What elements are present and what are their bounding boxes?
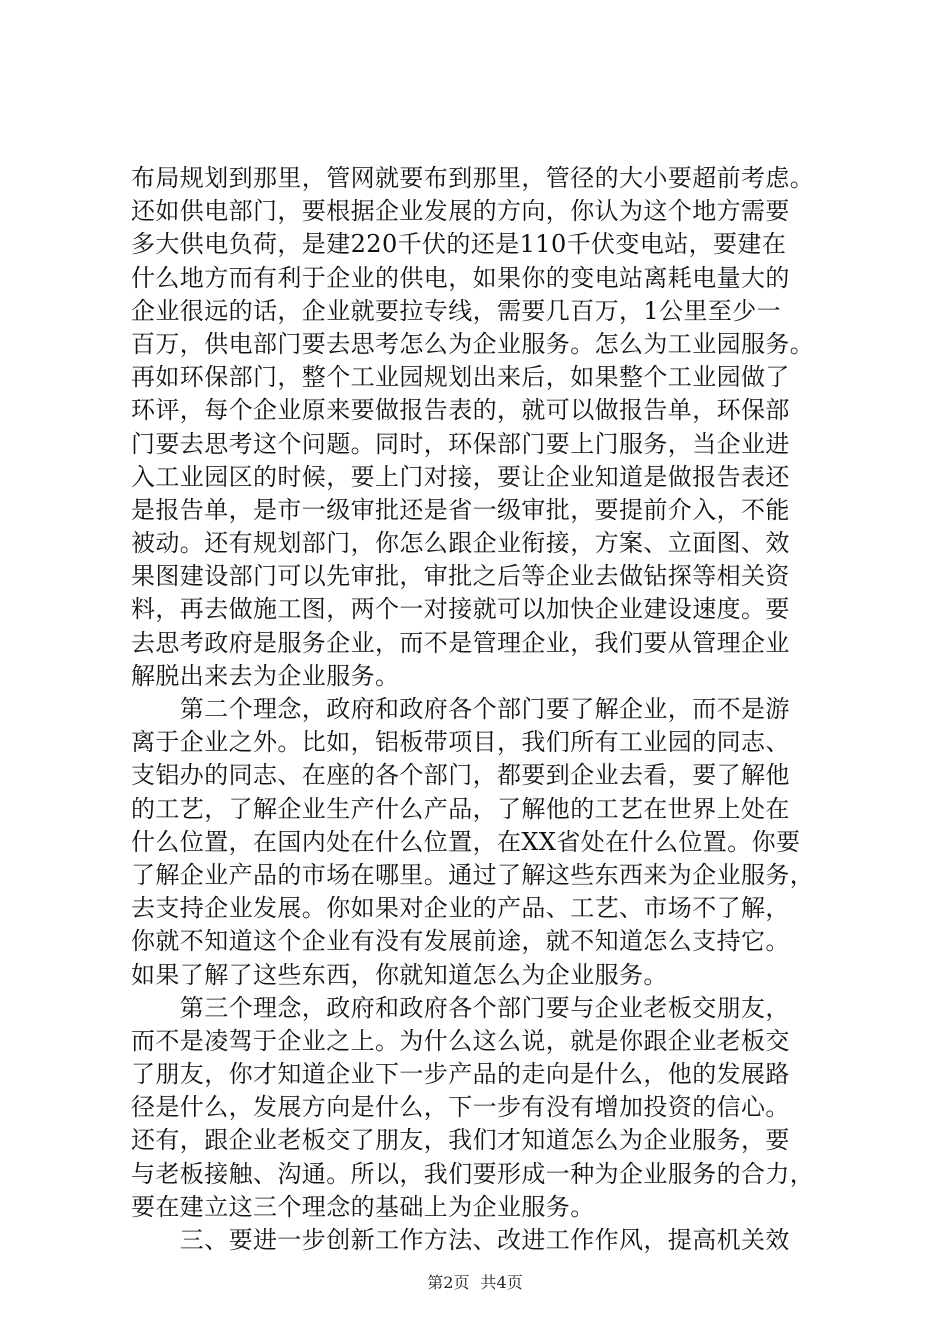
text-line: 如果了解了这些东西，你就知道怎么为企业服务。 (131, 960, 668, 989)
text-line: 还如供电部门，要根据企业发展的方向，你认为这个地方需要 (131, 197, 790, 226)
text-line: 了解企业产品的市场在哪里。通过了解这些东西来为企业服务， (131, 860, 815, 889)
text-line: 果图建设部门可以先审批，审批之后等企业去做钻探等相关资 (131, 562, 790, 591)
text-line: 径是什么，发展方向是什么，下一步有没有增加投资的信心。 (131, 1093, 790, 1122)
text-line: 支铝办的同志、在座的各个部门，都要到企业去看，要了解他 (131, 761, 790, 790)
text-line: 去思考政府是服务企业，而不是管理企业，我们要从管理企业 (131, 628, 790, 657)
text-line: 被动。还有规划部门，你怎么跟企业衔接，方案、立面图、效 (131, 529, 790, 558)
text-line: 了朋友，你才知道企业下一步产品的走向是什么，他的发展路 (131, 1060, 790, 1089)
text-line: 布局规划到那里，管网就要布到那里，管径的大小要超前考虑。 (131, 164, 815, 192)
page-number: 第2页 (427, 1273, 470, 1292)
text-line: 环评，每个企业原来要做报告表的，就可以做报告单，环保部 (131, 396, 790, 425)
text-line: 什么位置，在国内处在什么位置，在XX省处在什么位置。你要 (131, 827, 801, 856)
text-line: 料，再去做施工图，两个一对接就可以加快企业建设速度。要 (131, 595, 790, 624)
text-line: 第二个理念，政府和政府各个部门要了解企业，而不是游 (131, 695, 790, 723)
text-line: 再如环保部门，整个工业园规划出来后，如果整个工业园做了 (131, 363, 790, 392)
text-line: 多大供电负荷，是建220千伏的还是110千伏变电站，要建在 (131, 230, 787, 259)
text-line: 入工业园区的时候，要上门对接，要让企业知道是做报告表还 (131, 462, 790, 491)
text-line: 门要去思考这个问题。同时，环保部门要上门服务，当企业进 (131, 429, 790, 458)
text-line: 解脱出来去为企业服务。 (131, 661, 400, 690)
text-line: 而不是凌驾于企业之上。为什么这么说，就是你跟企业老板交 (131, 1026, 790, 1055)
text-line: 三、要进一步创新工作方法、改进工作作风，提高机关效 (131, 1226, 790, 1254)
page-total: 共4页 (480, 1273, 523, 1292)
text-line: 与老板接触、沟通。所以，我们要形成一种为企业服务的合力， (131, 1159, 815, 1188)
text-line: 去支持企业发展。你如果对企业的产品、工艺、市场不了解， (131, 894, 790, 923)
text-line: 第三个理念，政府和政府各个部门要与企业老板交朋友， (131, 993, 790, 1022)
text-line: 的工艺，了解企业生产什么产品，了解他的工艺在世界上处在 (131, 794, 790, 823)
text-line: 是报告单，是市一级审批还是省一级审批，要提前介入，不能 (131, 495, 790, 524)
text-line: 离于企业之外。比如，铝板带项目，我们所有工业园的同志、 (131, 728, 790, 757)
text-line: 百万，供电部门要去思考怎么为企业服务。怎么为工业园服务。 (131, 329, 815, 358)
text-line: 要在建立这三个理念的基础上为企业服务。 (131, 1192, 595, 1221)
page-footer (0, 1273, 950, 1293)
text-line: 企业很远的话，企业就要拉专线，需要几百万，1公里至少一 (131, 296, 782, 325)
text-line: 还有，跟企业老板交了朋友，我们才知道怎么为企业服务，要 (131, 1126, 790, 1155)
body-text (131, 162, 831, 1257)
text-line: 你就不知道这个企业有没有发展前途，就不知道怎么支持它。 (131, 927, 790, 956)
text-line: 什么地方而有利于企业的供电，如果你的变电站离耗电量大的 (131, 263, 790, 292)
